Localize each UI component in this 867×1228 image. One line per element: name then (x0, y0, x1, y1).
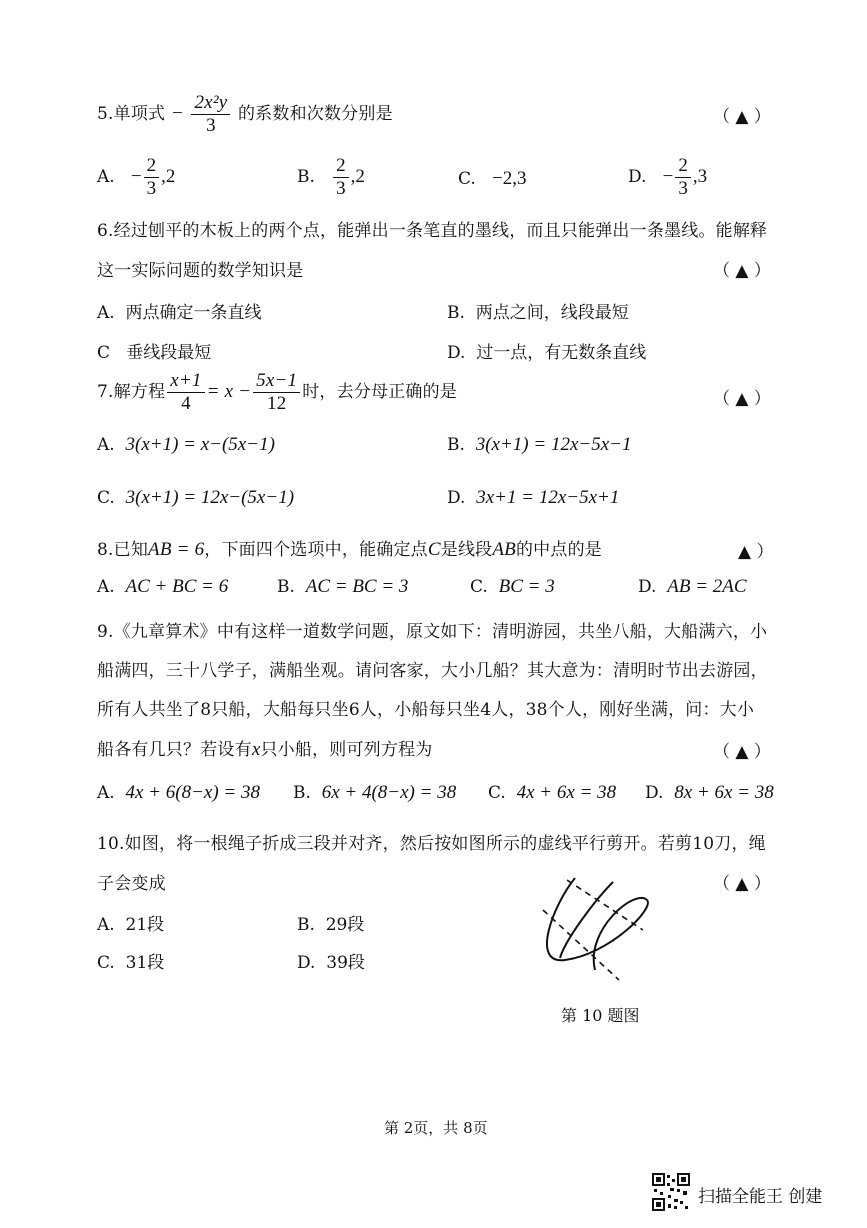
option-label: C. (97, 488, 115, 508)
frac-num: 2 (333, 155, 349, 178)
option-label: B. (277, 577, 295, 597)
q9-line4 (97, 735, 432, 761)
q9-line4-b: 只小船，则可列方程为 (260, 740, 433, 760)
frac-den: 4 (181, 393, 191, 414)
frac-num: 2 (144, 155, 160, 178)
q7-mid: = x − (206, 381, 252, 402)
q5-prefix: 5.单项式 (97, 104, 166, 124)
q9-line3: 所有人共坐了8只船，大船每只坐6人，小船每只坐4人，38个人，刚好坐满，问：大小 (97, 700, 755, 720)
option-text: 4x + 6(8−x) = 38 (125, 782, 260, 803)
q10-figure-caption: 第 10 题图 (561, 1006, 640, 1025)
option-text: AB = 2AC (667, 576, 747, 597)
option-text: 31段 (125, 953, 165, 973)
option-text: 垂线段最短 (126, 343, 212, 363)
q10-line2: 子会变成 (97, 874, 166, 894)
q6-line1: 6.经过刨平的木板上的两个点，能弹出一条笔直的墨线，而且只能弹出一条墨线。能解释 (97, 221, 768, 241)
q6-option-d[interactable] (447, 338, 646, 363)
q9-option-c[interactable] (488, 782, 616, 804)
frac-num: x+1 (167, 370, 204, 393)
frac-num: 5x−1 (253, 370, 300, 393)
q8-option-a[interactable] (97, 576, 228, 598)
q6-option-c[interactable] (97, 338, 211, 363)
q8-option-d[interactable] (638, 576, 747, 598)
q8-prefix: 8.已知 (97, 540, 149, 560)
q10-option-b[interactable] (297, 910, 364, 935)
q7-answer-mark: （ ▲ ） (713, 389, 771, 409)
option-label: A. (97, 435, 115, 455)
option-text: 3(x+1) = 12x−5x−1 (475, 434, 632, 455)
q9-answer-mark: （ ▲ ） (713, 742, 771, 762)
q8-mid: ，下面四个选项中，能确定点 (204, 540, 428, 560)
option-text: 39段 (326, 953, 365, 973)
qr-code-icon (652, 1173, 690, 1211)
option-label: D. (447, 343, 466, 363)
option-text: 3(x+1) = x−(5x−1) (125, 434, 275, 455)
q5-option-d[interactable] (628, 155, 707, 200)
q7-fraction-left (167, 370, 204, 415)
option-label: A. (97, 167, 115, 187)
q5-answer-mark: （ ▲ ） (713, 107, 771, 127)
q7-fraction-right (253, 370, 300, 415)
q8-option-b[interactable] (277, 576, 408, 598)
option-text: 4x + 6x = 38 (516, 782, 617, 803)
option-label: A. (97, 915, 115, 935)
option-tail: ,3 (692, 166, 708, 187)
q5-frac-den: 3 (206, 115, 216, 136)
option-label: B. (447, 435, 465, 455)
q8-option-c[interactable] (470, 576, 555, 598)
option-label: D. (638, 577, 657, 597)
option-label: B. (447, 303, 465, 323)
q6-answer-mark: （ ▲ ） (713, 261, 771, 281)
q7-option-d[interactable] (447, 487, 619, 509)
option-sign: − (662, 166, 674, 187)
option-label: B. (297, 915, 315, 935)
q8-stem (97, 535, 602, 561)
q8-segment: AB (492, 539, 516, 560)
q7-stem (97, 370, 457, 415)
q5-suffix: 的系数和次数分别是 (237, 104, 393, 124)
option-sign: − (130, 166, 142, 187)
option-label: C. (458, 169, 476, 189)
option-text: 6x + 4(8−x) = 38 (321, 782, 457, 803)
option-label: C. (470, 577, 488, 597)
option-text: 21段 (125, 915, 165, 935)
option-label: A. (97, 577, 115, 597)
frac-den: 3 (146, 178, 157, 199)
q6-line2: 这一实际问题的数学知识是 (97, 261, 304, 281)
q9-option-b[interactable] (293, 782, 456, 804)
q9-line1: 9.《九章算术》中有这样一道数学问题，原文如下：清明游园，共坐八船，大船满六，小 (97, 622, 768, 642)
q7-option-a[interactable] (97, 434, 275, 456)
q5-frac-num: 2x²y (191, 92, 230, 115)
q5-stem (97, 92, 393, 137)
option-tail: ,2 (350, 166, 365, 187)
option-text: 两点确定一条直线 (125, 303, 262, 323)
option-text: AC + BC = 6 (125, 576, 229, 597)
scanner-brand-label: 扫描全能王 创建 (698, 1187, 823, 1207)
option-text: 两点之间，线段最短 (475, 303, 629, 323)
option-label: A. (97, 303, 115, 323)
q7-prefix: 7.解方程 (97, 382, 166, 402)
q9-line4-a: 船各有几只？若设有 (97, 740, 252, 760)
q9-line2: 船满四，三十八学子，满船坐观。请问客家，大小几船？其大意为：清明时节出去游园， (97, 661, 768, 681)
option-text: −2,3 (492, 168, 527, 189)
option-label: D. (645, 783, 664, 803)
option-text: 8x + 6x = 38 (674, 782, 774, 803)
q8-suffix: 的中点的是 (515, 540, 602, 560)
option-label: B. (293, 783, 311, 803)
q9-variable: x (251, 739, 261, 760)
option-text: 3(x+1) = 12x−(5x−1) (125, 487, 295, 508)
option-label: D. (297, 953, 316, 973)
option-label: D. (628, 167, 647, 187)
option-text: 过一点，有无数条直线 (476, 343, 647, 363)
page-number: 第 2页，共 8页 (384, 1119, 488, 1137)
q7-option-c[interactable] (97, 487, 294, 509)
option-text: 3x+1 = 12x−5x+1 (476, 487, 620, 508)
q7-option-b[interactable] (447, 434, 631, 456)
q8-answer-mark: ▲ ） (738, 542, 774, 562)
q6-option-b[interactable] (447, 298, 629, 323)
q9-option-a[interactable] (97, 782, 260, 804)
q5-option-c[interactable] (458, 168, 527, 190)
cut-line-upper (567, 880, 643, 930)
option-fraction (675, 155, 691, 200)
option-text: BC = 3 (498, 576, 555, 597)
q10-answer-mark: （ ▲ ） (713, 874, 771, 894)
q5-minus: − (170, 103, 184, 124)
option-fraction (144, 155, 160, 200)
q8-condition: AB = 6 (148, 539, 205, 560)
q5-option-b[interactable] (297, 155, 365, 200)
frac-den: 12 (267, 393, 287, 414)
option-text: 29段 (325, 915, 365, 935)
q5-option-a[interactable] (97, 155, 175, 200)
option-label: C (97, 343, 111, 363)
q8-mid2: 是线段 (440, 540, 493, 560)
option-text: AC = BC = 3 (305, 576, 409, 597)
q7-suffix: 时，去分母正确的是 (302, 382, 458, 402)
q8-point: C (427, 539, 441, 560)
q10-option-a[interactable] (97, 910, 164, 935)
frac-den: 3 (678, 178, 688, 199)
q10-option-d[interactable] (297, 948, 365, 973)
option-label: D. (447, 488, 466, 508)
frac-den: 3 (336, 178, 346, 199)
q9-option-d[interactable] (645, 782, 774, 804)
option-label: C. (488, 783, 506, 803)
option-label: A. (97, 783, 115, 803)
q10-line1: 10.如图，将一根绳子折成三段并对齐，然后按如图所示的虚线平行剪开。若剪10刀，绳 (97, 834, 766, 854)
option-tail: ,2 (161, 166, 176, 187)
option-fraction (333, 155, 349, 200)
option-label: C. (97, 953, 115, 973)
q6-option-a[interactable] (97, 298, 262, 323)
q10-option-c[interactable] (97, 948, 164, 973)
frac-num: 2 (675, 155, 691, 178)
q5-fraction (191, 92, 230, 137)
option-label: B. (297, 167, 315, 187)
q10-rope-figure (535, 870, 665, 985)
